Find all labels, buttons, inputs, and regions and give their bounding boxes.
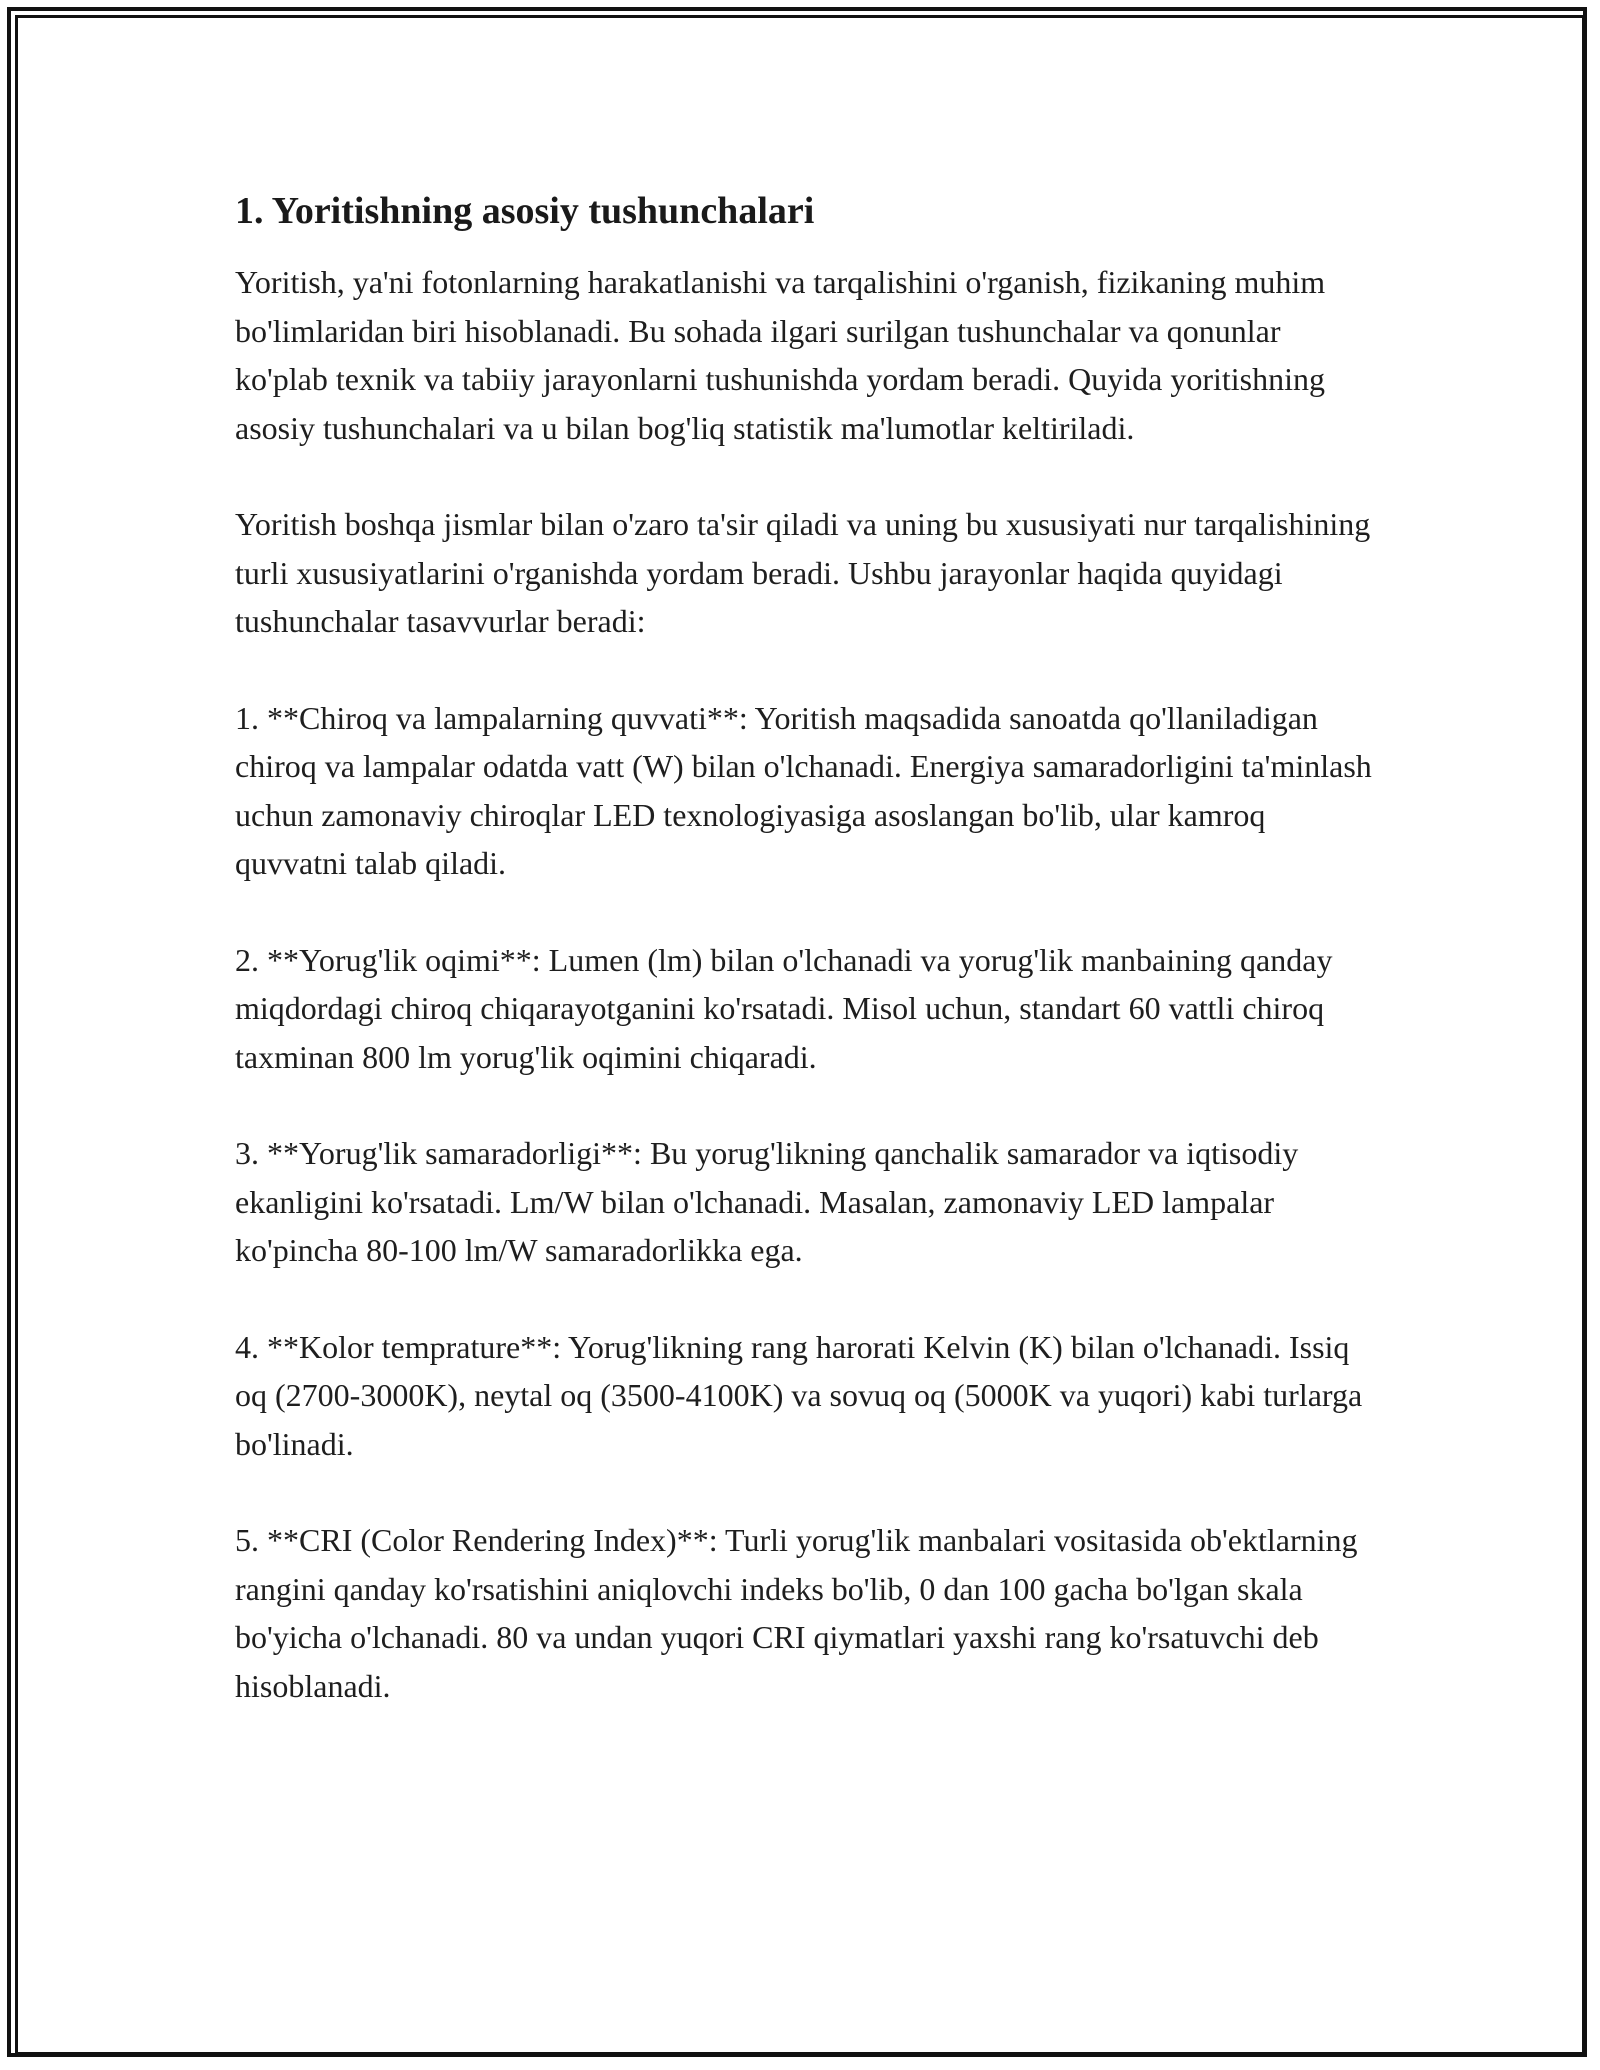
intro-paragraph: Yoritish, ya'ni fotonlarning harakatlanishi va tarqalishini o'rganish, fizikaning muhim bo'limlaridan biri hisoblanadi. Bu sohada ilgari surilgan tushunchalar va qonunlar ko'plab texnik va tabiiy jarayonlarni tushunishda yordam beradi. Quyida yoritishning asosiy tushunchalari va u bilan bog'liq statistik ma'lumotlar keltiriladi. [235,264,1326,446]
list-item-efficacy: 3. **Yorug'lik samaradorligi**: Bu yorug'likning qanchalik samarador va iqtisodiy ekanligini ko'rsatadi. Lm/W bilan o'lchanadi. Masalan, zamonaviy LED lampalar ko'pincha 80-100 lm/W samaradorlikka ega. [235,1135,1299,1268]
list-item-cri: 5. **CRI (Color Rendering Index)**: Turli yorug'lik manbalari vositasida ob'ektlarning rangini qanday ko'rsatishini aniqlovchi indeks bo'lib, 0 dan 100 gacha bo'lgan skala bo'yicha o'lchanadi. 80 va undan yuqori CRI qiymatlari yaxshi rang ko'rsatuvchi deb hisoblanadi. [235,1522,1358,1704]
list-item-color-temperature: 4. **Kolor temprature**: Yorug'likning rang harorati Kelvin (K) bilan o'lchanadi. Issiq oq (2700-3000K), neytal oq (3500-4100K) va sovuq oq (5000K va yuqori) kabi turlarga bo'linadi. [235,1328,1363,1462]
list-item-power: 1. **Chiroq va lampalarning quvvati**: Yoritish maqsadida sanoatda qo'llaniladigan chiroq va lampalar odatda vatt (W) bilan o'lchanadi. Energiya samaradorligini ta'minlash uchun zamonaviy chiroqlar LED texnologiyasiga asoslangan bo'lib, ular kamroq quvvatni talab qiladi. [235,699,1372,881]
interaction-paragraph: Yoritish boshqa jismlar bilan o'zaro ta'sir qiladi va uning bu xususiyati nur tarqalishining turli xususiyatlarini o'rganishda yordam beradi. Ushbu jarayonlar haqida quyidagi tushunchalar tasavvurlar beradi: [235,506,1371,639]
list-item-luminous-flux: 2. **Yorug'lik oqimi**: Lumen (lm) bilan o'lchanadi va yorug'lik manbaining qanday miqdordagi chiroq chiqarayotganini ko'rsatadi. Misol uchun, standart 60 vattli chiroq taxminan 800 lm yorug'lik oqimini chiqaradi. [235,941,1333,1075]
section-heading: 1. Yoritishning asosiy tushunchalari [235,190,815,232]
document-body [235,186,1375,1758]
